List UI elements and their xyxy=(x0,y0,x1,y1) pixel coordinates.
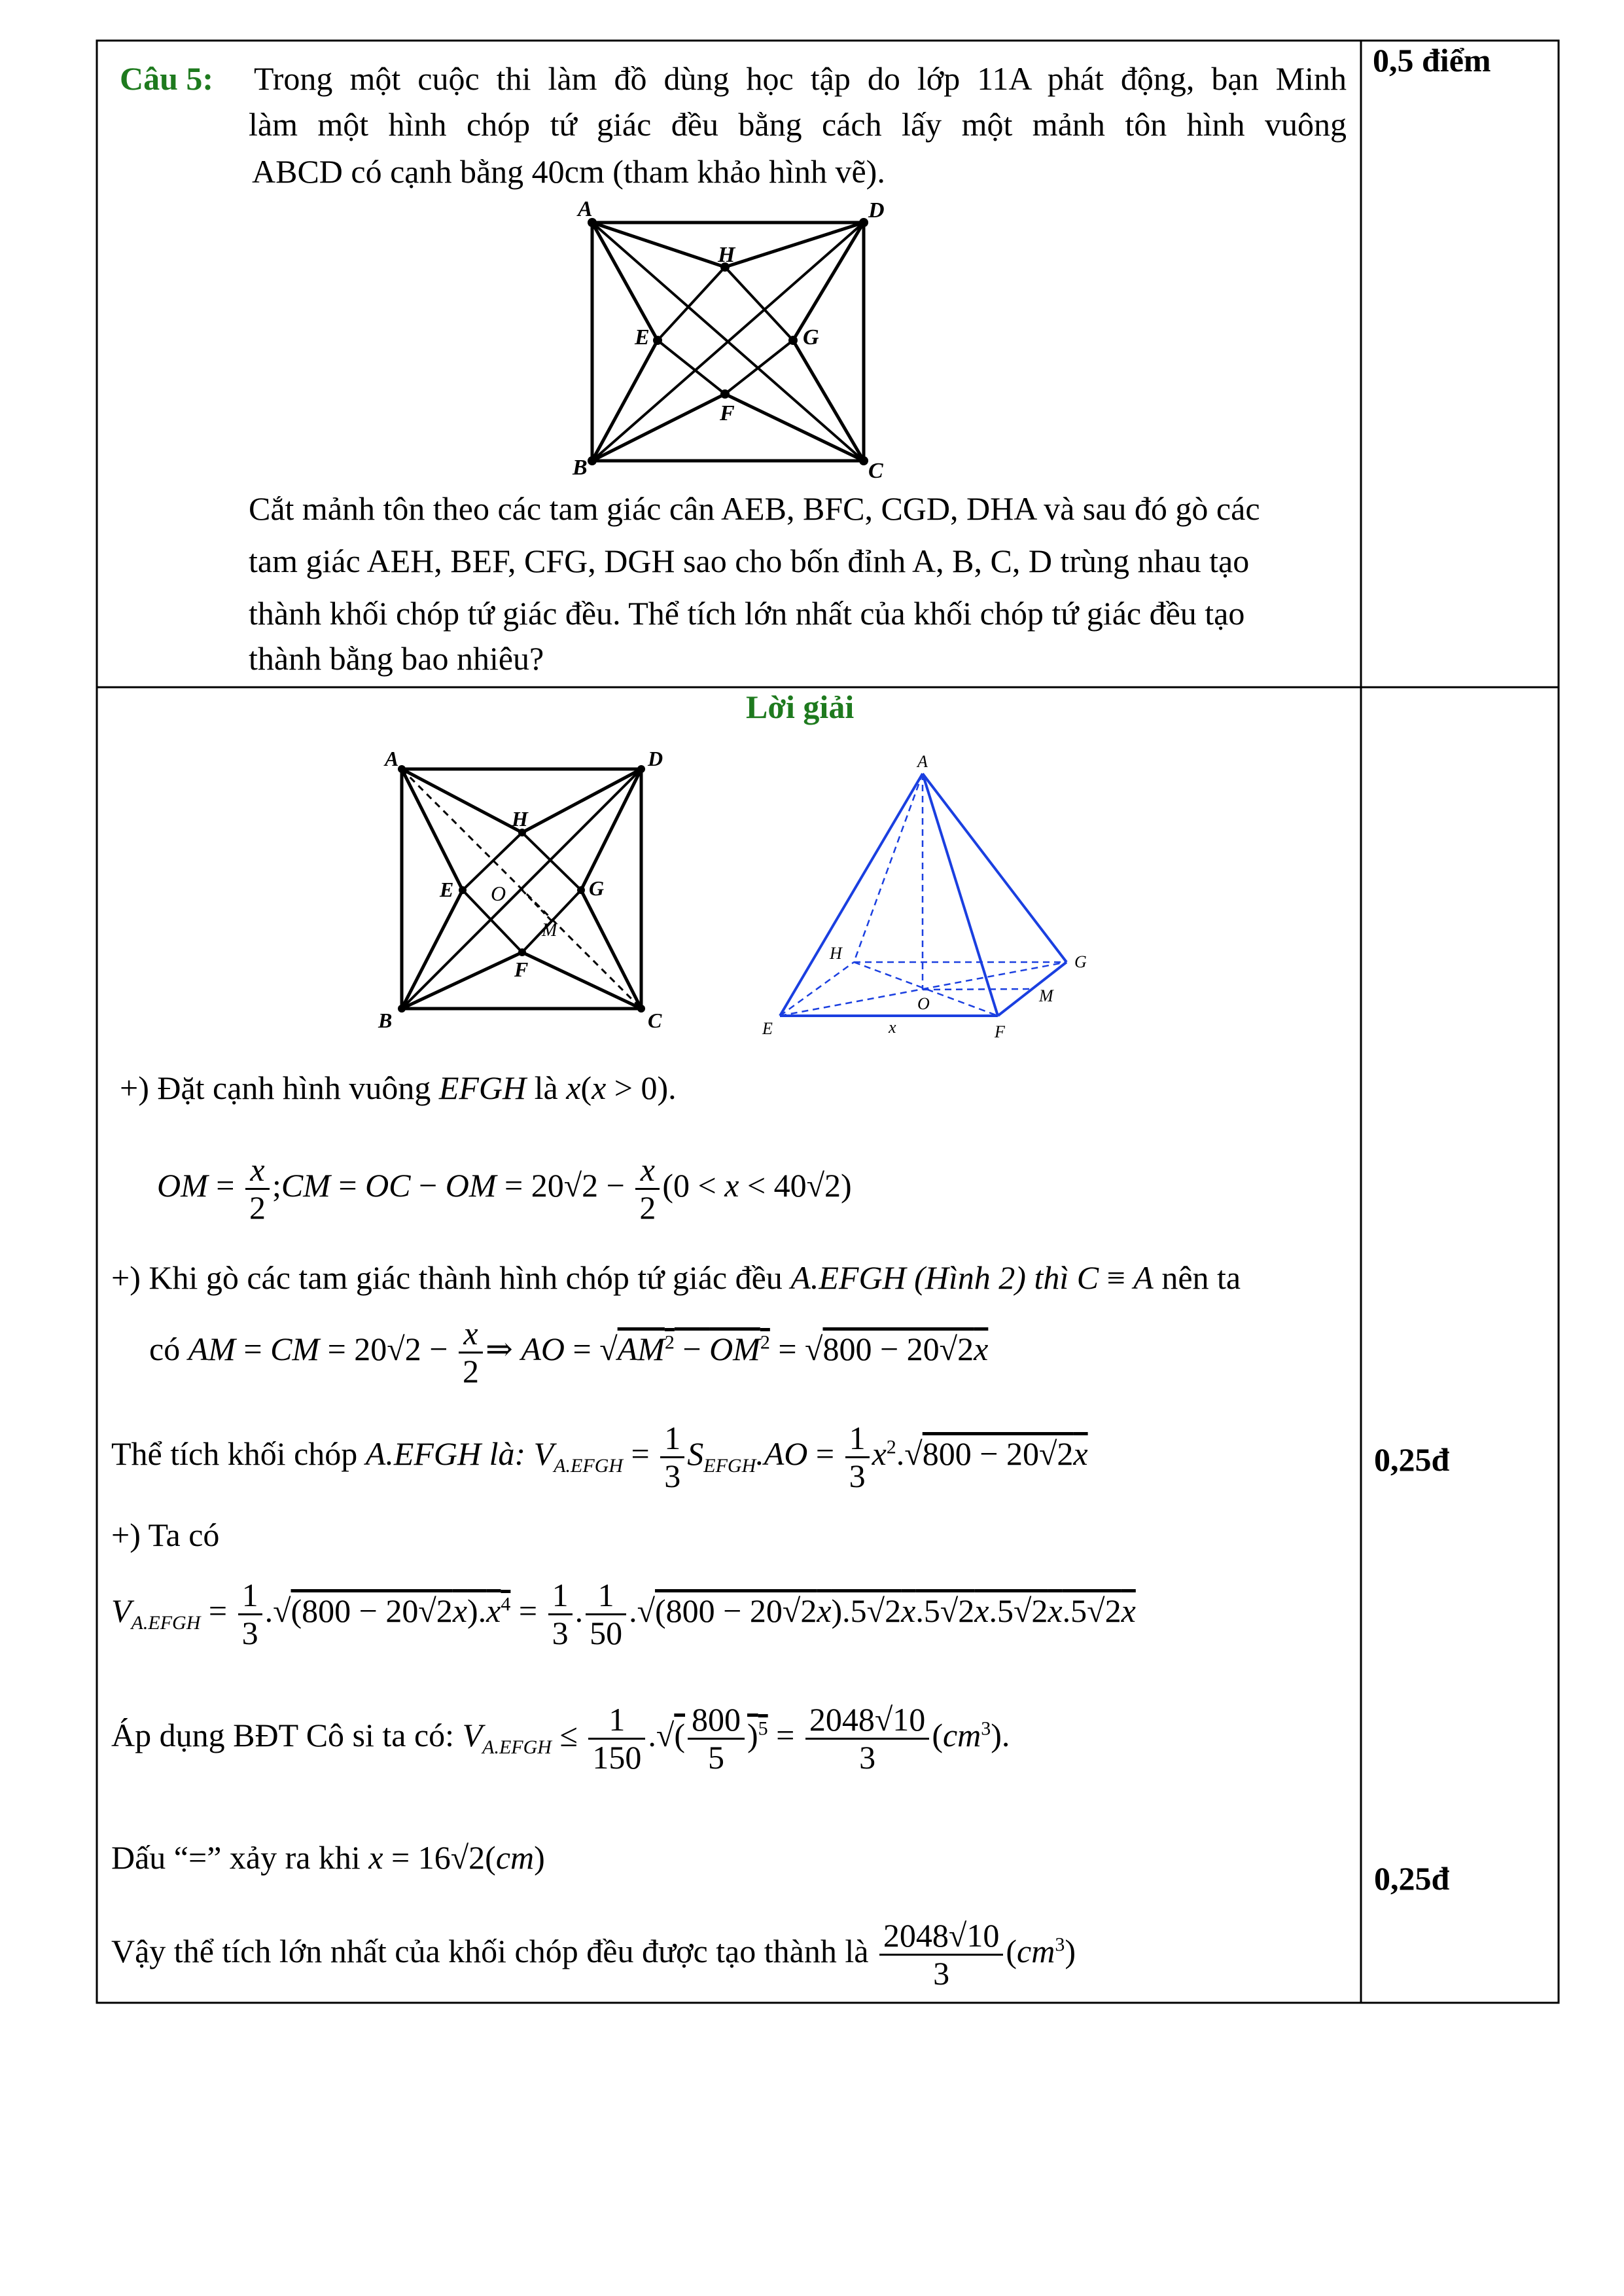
label-o: O xyxy=(917,994,930,1013)
solution-step4: +) Ta có xyxy=(111,1516,220,1553)
label-m: M xyxy=(1039,986,1053,1005)
solution-step2: +) Khi gò các tam giác thành hình chóp tứ giác đều A.EFGH (Hình 2) thì C ≡ A nên ta xyxy=(111,1259,1241,1296)
equation-ao: có AM = CM = 20√2 − $\frac{x}{2}$ ⇒ AO = $√AM^2 - OM^2 = √800 - 20√2x$ xyxy=(149,1315,989,1390)
solution-step5: Áp dụng BĐT Cô si ta có: $V_{A.EFGH}$ ≤ $\frac{1}{150}$ .√( $\frac{800}{5}$ )$^5$ = $\frac{2048√10}{3}$ $(cm^3)$. xyxy=(111,1701,1010,1776)
question-body-line4: thành bằng bao nhiêu? xyxy=(249,640,544,677)
label-a: A xyxy=(578,197,593,221)
solution-step6: Dấu “=” xảy ra khi x = 16√2(cm) xyxy=(111,1839,545,1876)
question-points: 0,5 điểm xyxy=(1373,42,1491,79)
point-c xyxy=(859,456,868,465)
label-o: O xyxy=(491,882,506,905)
score-2: 0,25đ xyxy=(1374,1860,1450,1897)
point-d xyxy=(859,218,868,227)
label-h: H xyxy=(512,807,528,831)
label-x: x xyxy=(889,1018,896,1037)
label-h: H xyxy=(830,944,842,963)
label-f: F xyxy=(995,1022,1005,1041)
label-a: A xyxy=(385,747,399,770)
figure-square-star xyxy=(566,196,887,481)
label-b: B xyxy=(378,1009,393,1032)
label-c: C xyxy=(868,459,883,481)
label-m: M xyxy=(542,920,557,941)
score-1: 0,25đ xyxy=(1374,1441,1450,1478)
solution-step7: Vậy thể tích lớn nhất của khối chóp đều được tạo thành là $\frac{2048√10}{3}$ $(cm^3)$ xyxy=(111,1917,1076,1992)
label-b: B xyxy=(573,456,588,480)
label-f: F xyxy=(514,958,529,981)
label-d: D xyxy=(648,747,663,770)
question-body-line2: tam giác AEH, BEF, CFG, DGH sao cho bốn đỉnh A, B, C, D trùng nhau tạo xyxy=(249,543,1250,579)
solution-heading: Lời giải xyxy=(746,689,855,725)
point-e xyxy=(653,336,662,345)
solution-step3: Thể tích khối chóp A.EFGH là: $V_{A.EFGH}$ = $\frac{1}{3}$ $S_{EFGH}.AO$ = $\frac{1}{3}$ $x^2.√800 - 20√2x$ xyxy=(111,1420,1088,1494)
label-h: H xyxy=(718,243,735,267)
equation-volume: $V_{A.EFGH}$ = $\frac{1}{3}$ $.√(800 - 20√2x).x^4$ = $\frac{1}{3}$ . $\frac{1}{50}$ .√(800 − 20√2x).5√2x.5√2x.5√2x.5√2x xyxy=(111,1577,1136,1651)
label-a: A xyxy=(917,752,928,771)
label-e: E xyxy=(762,1019,773,1038)
label-e: E xyxy=(440,878,454,901)
label-g: G xyxy=(803,325,819,350)
question-intro-line2: làm một hình chóp tứ giác đều bằng cách lấy một mảnh tôn hình vuông xyxy=(249,106,1347,143)
question-intro-line3: ABCD có cạnh bằng 40cm (tham khảo hình vẽ). xyxy=(252,153,885,190)
point-b xyxy=(588,456,597,465)
label-c: C xyxy=(648,1009,662,1032)
point-g xyxy=(788,336,798,345)
question-intro-line1: Trong một cuộc thi làm đồ dùng học tập do lớp 11A phát động, bạn Minh xyxy=(254,60,1347,97)
figure-pyramid xyxy=(746,746,1112,1041)
question-label: Câu 5: xyxy=(120,60,214,97)
question-body-line1: Cắt mảnh tôn theo các tam giác cân AEB, BFC, CGD, DHA và sau đó gò các xyxy=(249,490,1260,527)
label-d: D xyxy=(868,198,885,223)
figure-square-om xyxy=(373,740,674,1034)
label-g: G xyxy=(1074,952,1087,971)
solution-step1: +) Đặt cạnh hình vuông EFGH là x(x > 0). xyxy=(120,1069,677,1106)
question-body-line3: thành khối chóp tứ giác đều. Thể tích lớn nhất của khối chóp tứ giác đều tạo xyxy=(249,595,1245,632)
point-f xyxy=(720,389,730,399)
equation-om-cm: OM = $\frac{x}{2}$ ;CM = OC − OM = 20√2 − $\frac{x}{2}$ (0 < x < 40√2) xyxy=(157,1151,852,1226)
label-f: F xyxy=(720,401,735,425)
label-g: G xyxy=(589,876,605,900)
label-e: E xyxy=(635,325,650,350)
